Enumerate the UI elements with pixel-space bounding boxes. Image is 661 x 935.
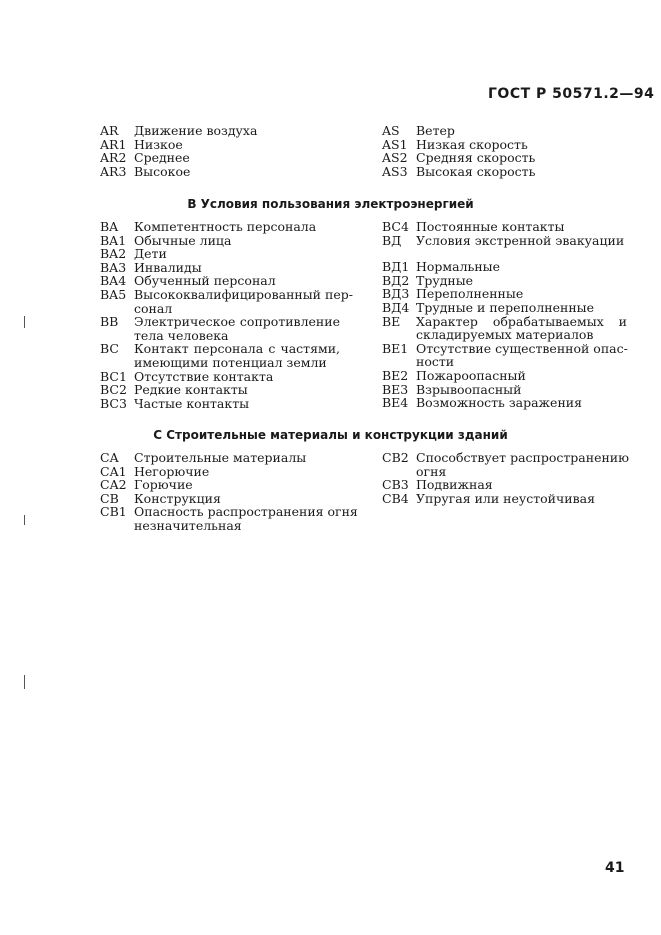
item-text-line: Электрическое сопротивление [134, 314, 340, 330]
scan-margin-mark [24, 515, 25, 525]
item-text-line: Редкие контакты [134, 382, 248, 398]
list-item [382, 315, 627, 342]
item-code: CA2 [100, 477, 127, 493]
item-text-line: Опасность распространения огня [134, 504, 358, 520]
section-b-right-column [382, 220, 627, 410]
item-code: BД4 [382, 299, 410, 315]
item-code: CA1 [100, 463, 127, 479]
list-item [100, 383, 340, 397]
item-text: Низкое [134, 136, 183, 152]
section-c-left-column [100, 450, 358, 533]
item-code: BД2 [382, 272, 410, 288]
item-text-line: Условия экстренной эвакуации [416, 232, 625, 248]
item-text: Высокое [134, 163, 191, 179]
item-code: BA4 [100, 273, 127, 289]
item-code: BД1 [382, 259, 410, 275]
item-code: CB4 [382, 490, 409, 506]
list-item [382, 260, 627, 274]
item-text-line: незначительная [134, 517, 242, 533]
section-b-heading: B Условия пользования электроэнергией [187, 197, 474, 211]
item-text: Высокая скорость [416, 163, 536, 179]
list-item [100, 261, 340, 275]
item-text: Низкая скорость [416, 136, 528, 152]
list-item [100, 274, 340, 288]
list-item [382, 234, 627, 248]
list-item [100, 492, 340, 506]
list-item [382, 478, 627, 492]
item-text-line: Отсутствие контакта [134, 368, 274, 384]
list-item [382, 138, 627, 152]
scan-margin-mark [24, 316, 25, 328]
item-text-line: Инвалиды [134, 259, 202, 275]
item-text-line: огня [416, 463, 447, 479]
item-text-line: Дети [134, 246, 167, 262]
item-text-line: складируемых материалов [416, 327, 594, 343]
item-text-line: Нормальные [416, 259, 501, 275]
item-text-line: Трудные и переполненные [416, 299, 595, 315]
item-code: CB3 [382, 477, 409, 493]
list-item [100, 465, 340, 479]
item-code: CB2 [382, 450, 409, 465]
list-item [100, 151, 340, 165]
item-code: AR3 [100, 163, 127, 179]
list-item [100, 234, 340, 248]
item-code: AS3 [382, 163, 408, 179]
list-item [100, 315, 340, 342]
item-text-line: Горючие [134, 477, 193, 493]
list-item [382, 492, 627, 506]
item-text-line: сонал [134, 300, 173, 316]
item-code: AR [100, 123, 119, 138]
list-item [382, 165, 627, 179]
list-item [382, 369, 627, 383]
item-text-line: Конструкция [134, 490, 221, 506]
list-item [100, 370, 340, 384]
item-code: CB1 [100, 504, 127, 520]
item-text-line: имеющими потенциал земли [134, 354, 327, 370]
item-text-line: Негорючие [134, 463, 210, 479]
item-code: BC1 [100, 368, 127, 384]
item-text-line: Характер обрабатываемых и [416, 313, 627, 329]
standard-header: ГОСТ Р 50571.2—94 [488, 86, 655, 102]
item-code: BC4 [382, 219, 409, 234]
item-code: CB [100, 490, 119, 506]
item-code: BB [100, 314, 119, 330]
section-c-heading: C Строительные материалы и конструкции зданий [153, 428, 508, 442]
item-code: AR2 [100, 150, 127, 166]
item-code: BA2 [100, 246, 127, 262]
list-item [382, 151, 627, 165]
item-text-line: тела человека [134, 327, 229, 343]
item-code: BД [382, 232, 402, 248]
item-code: BA1 [100, 232, 127, 248]
item-code: AS [382, 123, 400, 138]
item-text-line: Подвижная [416, 477, 493, 493]
item-text-line: Обученный персонал [134, 273, 276, 289]
list-item [382, 450, 630, 479]
list-item [382, 342, 627, 369]
item-code: AS1 [382, 136, 408, 152]
list-item [382, 220, 627, 234]
item-text-line: Пожароопасный [416, 367, 526, 383]
item-text: Среднее [134, 150, 190, 166]
item-text-line: Контакт персонала с частями, [134, 341, 340, 357]
item-text: Средняя скорость [416, 150, 536, 166]
item-text: Движение воздуха [134, 123, 258, 138]
item-text: Ветер [416, 123, 455, 138]
list-item [100, 342, 340, 369]
item-code: BC [100, 341, 119, 357]
item-code: BE2 [382, 367, 409, 383]
list-item [382, 274, 627, 288]
item-code: BC2 [100, 382, 127, 398]
list-item [382, 301, 627, 315]
section-a-right-column [382, 124, 627, 178]
section-c-right-column [382, 450, 630, 506]
item-text-line: Трудные [416, 272, 474, 288]
list-item [100, 478, 340, 492]
scan-margin-mark [24, 675, 25, 689]
list-item [100, 504, 358, 533]
item-text-line: Упругая или неустойчивая [416, 490, 595, 506]
item-text-line: Взрывоопасный [416, 381, 522, 397]
item-text-line: Высококвалифицированный пер- [134, 286, 353, 302]
page-number: 41 [605, 860, 625, 876]
item-code: BE3 [382, 381, 409, 397]
list-item [382, 396, 627, 410]
item-code: BC3 [100, 395, 127, 411]
item-text-line: Отсутствие существенной опас- [416, 340, 628, 356]
item-code: BE [382, 313, 401, 329]
item-text-line: Частые контакты [134, 395, 250, 411]
list-item [100, 451, 340, 465]
list-item [100, 220, 340, 234]
list-item [100, 247, 340, 261]
list-item [100, 124, 340, 138]
item-code: AR1 [100, 136, 127, 152]
item-text-line: ности [416, 354, 455, 370]
section-a-left-column [100, 124, 340, 178]
item-text-line: Возможность заражения [416, 395, 582, 411]
item-text-line: Постоянные контакты [416, 219, 565, 234]
list-item [100, 165, 340, 179]
item-code: BA [100, 219, 119, 234]
list-item [100, 286, 353, 316]
item-text-line: Обычные лица [134, 232, 232, 248]
item-code: BA3 [100, 259, 127, 275]
list-item [100, 138, 340, 152]
item-code: BД3 [382, 286, 410, 302]
item-code: BE4 [382, 395, 409, 411]
item-text-line: Компетентность персонала [134, 219, 317, 234]
list-item [382, 287, 627, 301]
item-code: CA [100, 450, 119, 465]
list-item [382, 383, 627, 397]
section-b-left-column [100, 219, 353, 411]
list-item [100, 397, 340, 411]
item-code: BA5 [100, 286, 127, 302]
item-text-line: Переполненные [416, 286, 524, 302]
item-text-line: Способствует распространению [416, 450, 630, 465]
item-code: AS2 [382, 150, 408, 166]
item-text-line: Строительные материалы [134, 450, 307, 465]
list-item [382, 124, 627, 138]
item-code: BE1 [382, 340, 409, 356]
